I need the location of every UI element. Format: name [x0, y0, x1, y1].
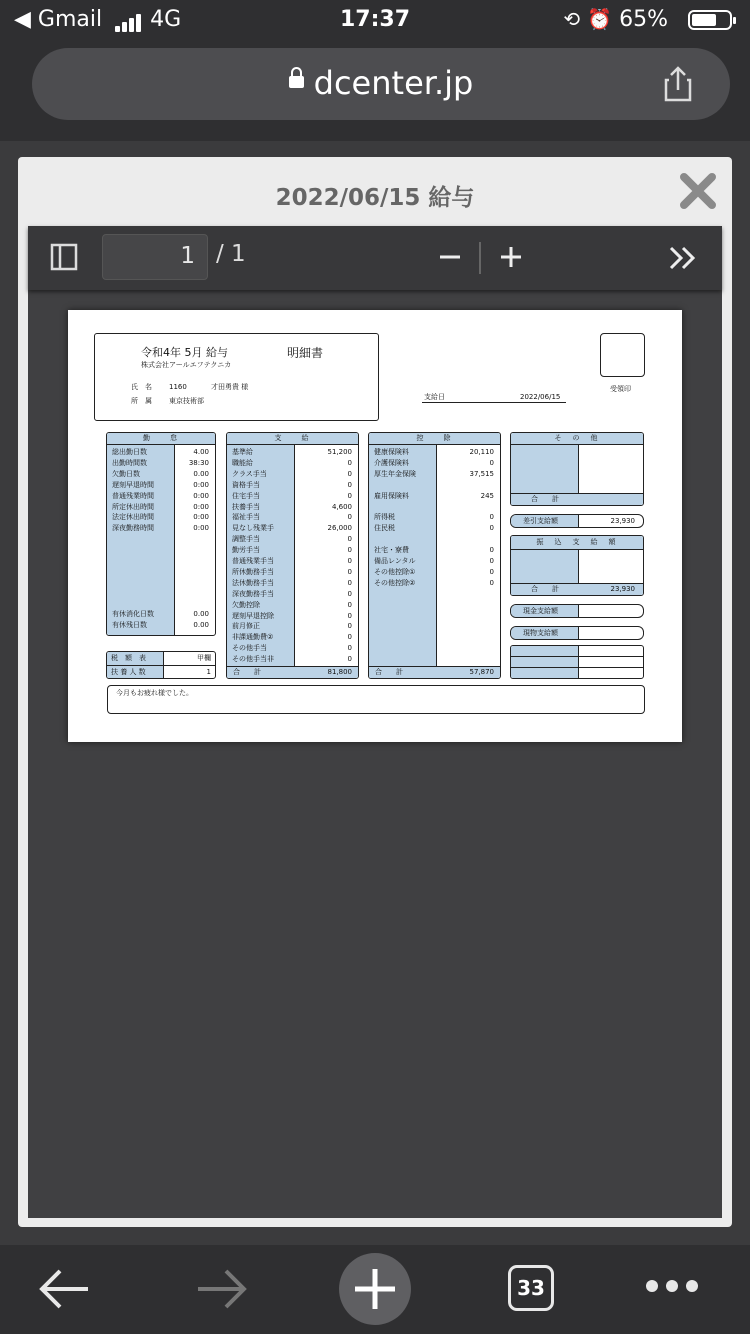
dependents-label: 扶 養 人 数 [111, 668, 146, 676]
payment-row-value: 0 [347, 611, 352, 620]
payment-row-label: 法休勤務手当 [232, 578, 274, 587]
attendance-row-label: 普通残業時間 [112, 491, 154, 500]
deductions-total: 57,870 [469, 668, 494, 676]
other-table [510, 432, 644, 506]
payment-row-label: 見なし残業手 [232, 524, 274, 533]
network-type: 4G [150, 7, 182, 32]
toolbar-divider [479, 242, 481, 274]
close-icon[interactable] [678, 171, 718, 211]
transfer-table [510, 535, 644, 596]
tax-table-value: 甲欄 [197, 654, 211, 662]
transfer-header: 振 込 支 給 額 [511, 536, 643, 550]
attendance-table [106, 432, 216, 636]
goods-pay-label: 現物支給額 [523, 629, 558, 637]
payment-row-label: 普通残業手当 [232, 557, 274, 565]
payment-row-label: 非課通勤費② [232, 633, 274, 642]
payment-row-value: 0 [347, 535, 352, 544]
battery-icon [688, 10, 732, 30]
tab-switcher-button[interactable] [508, 1265, 554, 1311]
payslip-page [68, 310, 682, 742]
payment-row-label: 前月修正 [232, 622, 260, 631]
attendance-header: 勤 怠 [107, 433, 215, 445]
deduction-row-value: 0 [489, 578, 494, 587]
status-right [563, 7, 668, 32]
url-text: dcenter.jp [313, 64, 474, 102]
payment-row-value: 0 [347, 655, 352, 664]
modal-title: 2022/06/15 給与 [275, 185, 475, 211]
payment-row-label: 職能給 [232, 458, 253, 467]
deduction-row-label: 健康保険料 [374, 448, 409, 456]
payment-row-label: その他手当 [232, 644, 267, 653]
cash-pay-row [510, 604, 644, 618]
deduction-row-value: 0 [489, 524, 494, 533]
payment-row-label: 資格手当 [232, 480, 260, 489]
attendance-row-label: 出勤時間数 [112, 458, 147, 467]
deduction-row-value: 37,515 [469, 469, 494, 478]
browser-toolbar [0, 1245, 750, 1334]
dept-label: 所 属 [131, 397, 152, 405]
tax-table [106, 651, 216, 679]
extra-table [510, 645, 644, 679]
payment-row-value: 0 [347, 578, 352, 587]
deduction-row-value: 0 [489, 567, 494, 576]
payments-total: 81,800 [327, 668, 352, 676]
deduction-row-label: 所得税 [374, 513, 395, 522]
payment-row-value: 0 [347, 589, 352, 598]
deduction-row-label: 社宅・寮費 [374, 546, 409, 555]
header-box [94, 333, 379, 421]
attendance-row-value: 0:00 [193, 513, 209, 522]
zoom-out-icon[interactable] [438, 242, 462, 272]
tab-count: 33 [517, 1276, 545, 1300]
department: 東京技術部 [169, 397, 204, 405]
message-box [107, 685, 645, 714]
stamp-label: 受領印 [610, 385, 631, 393]
company-name: 株式会社アールエフテクニカ [141, 361, 232, 369]
payment-row-value: 0 [347, 633, 352, 642]
page-total: / 1 [216, 241, 246, 267]
payment-row-value: 4,600 [331, 502, 352, 511]
attendance-row-value: 38:30 [188, 458, 209, 467]
sidebar-toggle-icon[interactable] [50, 243, 78, 271]
deduction-row-label: 備品レンタル [374, 557, 416, 565]
name-label: 氏 名 [131, 383, 152, 391]
deduction-row-label: 雇用保険料 [374, 491, 409, 500]
orientation-lock-icon: ⟲ [563, 7, 581, 31]
payment-row-value: 0 [347, 491, 352, 500]
deduction-row-value: 0 [489, 458, 494, 467]
payment-row-label: クラス手当 [232, 469, 267, 478]
message-text: 今月もお疲れ様でした。 [116, 689, 193, 697]
page-number-input[interactable]: 1 [102, 234, 208, 280]
payment-row-value: 0 [347, 480, 352, 489]
battery-percent: 65% [619, 7, 668, 32]
deduction-row-value: 20,110 [469, 448, 494, 456]
new-tab-plus-icon[interactable] [339, 1253, 411, 1325]
payday: 2022/06/15 [520, 393, 561, 401]
payment-row-label: 遅刻早退控除 [232, 611, 274, 620]
attendance-row-label: 深夜勤務時間 [112, 524, 154, 533]
more-menu-icon[interactable] [644, 1278, 700, 1294]
payment-row-value: 0 [347, 600, 352, 609]
payment-row-label: 勤労手当 [232, 546, 260, 555]
slip-subtitle: 明細書 [287, 346, 324, 360]
address-bar[interactable] [32, 48, 730, 120]
attendance-row-value: 4.00 [193, 448, 209, 456]
attendance-leave-value: 0.00 [193, 610, 209, 618]
employee-name: 才田勇貴 様 [211, 383, 249, 391]
payment-row-value: 0 [347, 469, 352, 478]
payment-row-value: 0 [347, 513, 352, 522]
attendance-row-value: 0.00 [193, 469, 209, 478]
payment-row-value: 26,000 [327, 524, 352, 533]
deductions-table [368, 432, 501, 679]
deductions-total-label: 合 計 [375, 668, 403, 676]
attendance-row-value: 0:00 [193, 502, 209, 511]
payments-total-label: 合 計 [233, 668, 261, 676]
attendance-row-value: 0:00 [193, 491, 209, 500]
payment-row-label: 扶養手当 [232, 502, 260, 511]
transfer-total: 23,930 [610, 585, 635, 593]
payment-row-label: 基準給 [232, 448, 253, 456]
deductions-header: 控 除 [369, 433, 500, 445]
attendance-leave-label: 有休消化日数 [112, 610, 154, 618]
payment-row-value: 0 [347, 546, 352, 555]
payment-row-value: 0 [347, 622, 352, 631]
pdf-toolbar [28, 226, 722, 290]
net-pay: 23,930 [610, 517, 635, 525]
payment-row-label: 所休勤務手当 [232, 567, 274, 576]
payments-header: 支 給 [227, 433, 358, 445]
payment-row-label: 深夜勤務手当 [232, 589, 274, 598]
dependents-value: 1 [206, 668, 211, 676]
forward-arrow-icon[interactable] [194, 1267, 248, 1311]
payday-underline [422, 402, 566, 403]
deduction-row-label: その他控除① [374, 567, 416, 576]
other-header: そ の 他 [511, 433, 643, 445]
deduction-row-value: 0 [489, 557, 494, 565]
net-pay-label: 差引支給額 [523, 517, 558, 525]
payment-row-value: 51,200 [327, 448, 352, 456]
other-total-label: 合 計 [531, 495, 559, 503]
status-bar [0, 0, 750, 40]
payday-label: 支給日 [424, 393, 445, 401]
slip-title: 令和4年 5月 給与 [141, 346, 228, 359]
goods-pay-row [510, 626, 644, 640]
clock: 17:37 [339, 7, 411, 32]
attendance-leave-value: 0.00 [193, 620, 209, 629]
attendance-row-value: 0:00 [193, 524, 209, 533]
deduction-row-label: 厚生年金保険 [374, 469, 416, 478]
deduction-row-value: 0 [489, 546, 494, 555]
cash-pay-label: 現金支給額 [523, 607, 558, 615]
more-tools-icon[interactable] [668, 244, 698, 272]
back-arrow-icon[interactable] [38, 1267, 92, 1311]
payment-row-label: 住宅手当 [232, 491, 260, 500]
attendance-row-label: 所定休出時間 [112, 502, 154, 511]
payment-row-label: その他手当非 [232, 655, 274, 664]
attendance-row-value: 0:00 [193, 480, 209, 489]
payment-row-label: 福祉手当 [232, 513, 260, 522]
net-pay-row [510, 514, 644, 528]
attendance-row-label: 総出勤日数 [112, 448, 147, 456]
payment-row-value: 0 [347, 557, 352, 565]
deduction-row-label: 住民税 [374, 524, 395, 533]
payment-row-label: 欠勤控除 [232, 600, 260, 609]
deduction-row-label: 介護保険料 [374, 458, 409, 467]
deduction-row-value: 245 [480, 491, 494, 500]
lock-icon [289, 76, 304, 88]
payment-row-value: 0 [347, 567, 352, 576]
share-icon[interactable] [656, 62, 700, 106]
deduction-row-value: 0 [489, 513, 494, 522]
transfer-total-label: 合 計 [531, 585, 559, 593]
tax-table-label: 税 額 表 [111, 654, 146, 662]
deduction-row-label: その他控除② [374, 578, 416, 587]
payment-row-value: 0 [347, 644, 352, 653]
attendance-row-label: 法定休出時間 [112, 513, 154, 522]
zoom-in-icon[interactable] [498, 242, 524, 272]
attendance-leave-label: 有休残日数 [112, 620, 147, 629]
pdf-viewer [28, 226, 722, 1218]
pdf-modal [18, 157, 732, 1227]
back-to-app-link[interactable]: ◀ Gmail [14, 7, 103, 32]
payment-row-value: 0 [347, 458, 352, 467]
alarm-icon: ⏰ [587, 7, 613, 31]
attendance-row-label: 遅刻早退時間 [112, 480, 154, 489]
attendance-row-label: 欠勤日数 [112, 469, 140, 478]
payments-table [226, 432, 359, 679]
employee-number: 1160 [169, 383, 187, 391]
stamp-box [600, 333, 645, 377]
payment-row-label: 調整手当 [232, 535, 260, 544]
